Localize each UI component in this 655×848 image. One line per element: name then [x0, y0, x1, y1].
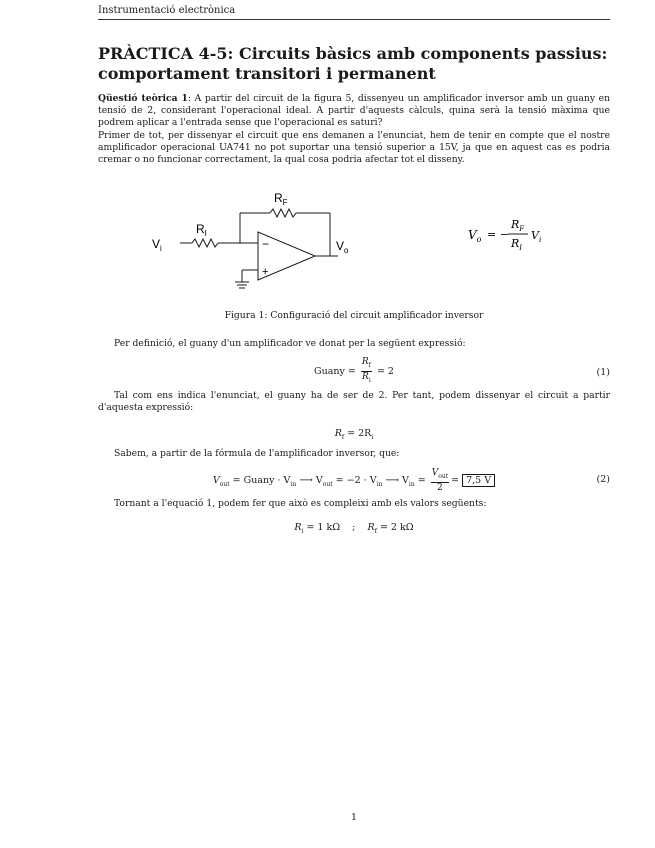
- formula-denominator: $R_I$: [511, 237, 523, 252]
- circuit-wires: [180, 209, 338, 288]
- equation-1: [98, 357, 610, 386]
- ri-label: $R_I$: [196, 222, 207, 238]
- gain-requirement-paragraph: Tal com ens indica l'enunciat, el guany ha de ser de 2. Per tant, podem dissenyar el circuit a partir d'aquesta expressió:: [98, 390, 610, 413]
- equation-number-1: (1): [596, 367, 610, 378]
- eq1-fraction: $\frac{R_f}{R_i}$: [361, 357, 371, 384]
- page-title: PRÀCTICA 4-5: Circuits bàsics amb components passius: comportament transitori i permanent: [98, 44, 608, 83]
- page-number: 1: [350, 812, 358, 823]
- inverting-formula-paragraph: Sabem, a partir de la fórmula de l'amplificador inversor, que:: [114, 448, 400, 459]
- equation-2: $V_{out}$ = Guany · $V_{in}$ ⟶ $V_{out} = -2 \cdot V_{in}$ ⟶ $V_{in}$ = $\frac{V_{out}}{2}$ = 7,5 V (2): [212, 468, 610, 493]
- question-label: Qüestió teòrica 1: [98, 93, 188, 104]
- resistor-rf-symbol: [270, 209, 296, 217]
- equation-values: $R_i = 1$ kΩ ; $R_f = 2$ kΩ: [294, 522, 414, 535]
- inverting-amplifier-figure: [150, 188, 550, 293]
- equation-rf: $R_f = 2R_i$: [334, 428, 374, 441]
- vo-label: $V_o$: [336, 239, 349, 255]
- gain-definition-paragraph: Per definició, el guany d'un amplificador ve donat per la següent expressió:: [114, 338, 466, 349]
- inverting-input-sign: −: [262, 237, 270, 251]
- equation-number-2: (2): [596, 474, 610, 485]
- figure-caption: Figura 1: Configuració del circuit amplificador inversor: [224, 310, 484, 321]
- question-text: : A partir del circuit de la figura 5, dissenyeu un amplificador inversor amb un guany en tensió de 2, considerant l'operacional ideal. A partir d'aquests càlculs, quina serà la tensió màxima que podrem aplicar a l'entrada sense que l'operacional es saturi?: [98, 93, 610, 128]
- rf-label: $R_F$: [274, 191, 288, 207]
- formula-numerator: $R_F$: [511, 218, 525, 233]
- eq1-rhs: = 2: [376, 365, 394, 377]
- noninverting-input-sign: +: [262, 266, 269, 278]
- eq2-fraction: $\frac{V_{out}}{2}$: [431, 468, 449, 493]
- values-paragraph: Tornant a l'equació 1, podem fer que això es compleixi amb els valors següents:: [114, 498, 487, 509]
- vi-label: $V_i$: [152, 237, 162, 253]
- gain-formula-figure: [468, 218, 541, 252]
- eq1-lhs: Guany =: [314, 365, 356, 377]
- intro-paragraph: Primer de tot, per dissenyar el circuit que ens demanen a l'enunciat, hem de tenir en compte que el nostre amplificador operacional UA741 no pot suportar una tensió superior a 15V, ja que en aquest cas es podria cremar o no funcionar correctament, la qual cosa podria afectar tot el disseny.: [98, 130, 610, 165]
- question-paragraph: [98, 93, 610, 129]
- formula-vo: $V_o$: [468, 228, 482, 244]
- running-header: Instrumentació electrònica: [98, 5, 610, 20]
- resistor-ri-symbol: [192, 239, 218, 247]
- formula-equals: = −: [487, 228, 509, 241]
- formula-vi: $V_i$: [531, 229, 542, 244]
- result-box: 7,5 V: [462, 474, 495, 487]
